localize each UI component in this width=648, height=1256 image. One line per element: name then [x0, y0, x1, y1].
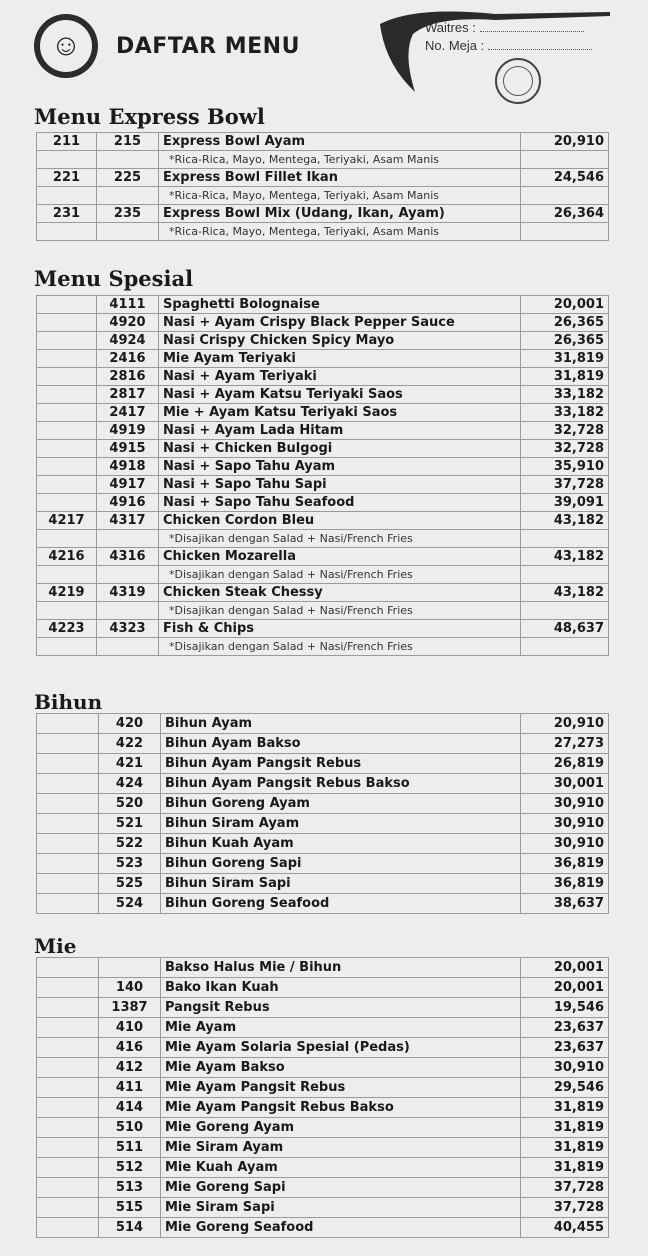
item-code-1: [37, 458, 97, 476]
menu-item-note-row: [37, 566, 609, 584]
item-price: 20,910: [521, 133, 609, 151]
empty-cell: [97, 187, 159, 205]
item-code-2: 4919: [97, 422, 159, 440]
menu-item-row: [37, 332, 609, 350]
item-price: 23,637: [521, 1018, 609, 1038]
item-price: 31,819: [521, 1118, 609, 1138]
empty-cell: [97, 223, 159, 241]
item-code-1: 4216: [37, 548, 97, 566]
item-code-1: [37, 874, 99, 894]
item-price: 31,819: [521, 350, 609, 368]
item-code-1: [37, 494, 97, 512]
item-price: 31,819: [521, 368, 609, 386]
item-code-1: [37, 734, 99, 754]
menu-item-row: [37, 754, 609, 774]
section-title-bihun: Bihun: [34, 690, 103, 714]
menu-item-row: [37, 350, 609, 368]
item-price: 30,910: [521, 1058, 609, 1078]
item-code-1: [37, 404, 97, 422]
section-title-spesial: Menu Spesial: [34, 266, 194, 291]
waitres-label: Waitres :: [425, 20, 476, 35]
item-price: 37,728: [521, 1198, 609, 1218]
item-code-2: 421: [99, 754, 161, 774]
item-price: 31,819: [521, 1098, 609, 1118]
item-code-2: 410: [99, 1018, 161, 1038]
item-code-2: 523: [99, 854, 161, 874]
menu-item-row: [37, 296, 609, 314]
item-price: 40,455: [521, 1218, 609, 1238]
item-code-2: 4918: [97, 458, 159, 476]
menu-header: [0, 0, 648, 100]
item-code-2: [99, 958, 161, 978]
item-price: 26,364: [521, 205, 609, 223]
item-code-2: 512: [99, 1158, 161, 1178]
item-price: 33,182: [521, 386, 609, 404]
item-name: Bihun Goreng Seafood: [161, 894, 521, 914]
item-name: Nasi + Sapo Tahu Ayam: [159, 458, 521, 476]
menu-item-row: [37, 584, 609, 602]
item-code-1: [37, 422, 97, 440]
menu-item-row: [37, 1138, 609, 1158]
item-name: Nasi + Sapo Tahu Seafood: [159, 494, 521, 512]
page-title: DAFTAR MENU: [116, 34, 300, 59]
item-price: 20,910: [521, 714, 609, 734]
item-name: Bihun Goreng Ayam: [161, 794, 521, 814]
item-code-2: 4917: [97, 476, 159, 494]
item-code-1: [37, 314, 97, 332]
item-code-2: 4924: [97, 332, 159, 350]
empty-cell: [521, 638, 609, 656]
item-name: Bihun Ayam Bakso: [161, 734, 521, 754]
menu-item-row: [37, 476, 609, 494]
item-name: Bihun Ayam Pangsit Rebus: [161, 754, 521, 774]
table-number-field: [425, 38, 592, 53]
item-code-1: [37, 1218, 99, 1238]
menu-item-note-row: [37, 602, 609, 620]
item-code-1: [37, 332, 97, 350]
item-code-1: [37, 1038, 99, 1058]
item-code-1: [37, 754, 99, 774]
menu-item-row: [37, 714, 609, 734]
item-price: 30,001: [521, 774, 609, 794]
item-code-2: 420: [99, 714, 161, 734]
item-code-2: 2817: [97, 386, 159, 404]
item-note: *Disajikan dengan Salad + Nasi/French Fries: [159, 530, 521, 548]
item-note: *Rica-Rica, Mayo, Mentega, Teriyaki, Asam Manis: [159, 151, 521, 169]
item-code-2: 515: [99, 1198, 161, 1218]
item-code-2: 4319: [97, 584, 159, 602]
item-code-1: [37, 794, 99, 814]
empty-cell: [521, 223, 609, 241]
item-code-2: 4316: [97, 548, 159, 566]
item-name: Chicken Cordon Bleu: [159, 512, 521, 530]
item-price: 31,819: [521, 1158, 609, 1178]
menu-item-row: [37, 978, 609, 998]
empty-cell: [97, 566, 159, 584]
item-price: 26,365: [521, 332, 609, 350]
item-price: 19,546: [521, 998, 609, 1018]
item-code-1: [37, 350, 97, 368]
item-name: Nasi + Chicken Bulgogi: [159, 440, 521, 458]
item-code-2: 522: [99, 834, 161, 854]
item-price: 33,182: [521, 404, 609, 422]
item-price: 38,637: [521, 894, 609, 914]
empty-cell: [37, 530, 97, 548]
item-price: 20,001: [521, 958, 609, 978]
menu-item-row: [37, 386, 609, 404]
item-code-2: 4111: [97, 296, 159, 314]
item-code-2: 524: [99, 894, 161, 914]
item-code-1: 4219: [37, 584, 97, 602]
item-code-2: 424: [99, 774, 161, 794]
empty-cell: [37, 602, 97, 620]
empty-cell: [97, 638, 159, 656]
item-code-1: [37, 1078, 99, 1098]
spesial-table: [36, 295, 609, 656]
menu-item-row: [37, 774, 609, 794]
empty-cell: [521, 602, 609, 620]
chef-icon: ☺: [40, 20, 92, 72]
item-name: Chicken Mozarella: [159, 548, 521, 566]
menu-item-row: [37, 458, 609, 476]
waitres-field: [425, 20, 584, 35]
item-name: Express Bowl Ayam: [159, 133, 521, 151]
item-name: Express Bowl Mix (Udang, Ikan, Ayam): [159, 205, 521, 223]
item-price: 32,728: [521, 422, 609, 440]
item-price: 20,001: [521, 978, 609, 998]
menu-item-row: [37, 1218, 609, 1238]
empty-cell: [521, 151, 609, 169]
item-price: 30,910: [521, 834, 609, 854]
menu-item-row: [37, 1078, 609, 1098]
item-name: Nasi + Ayam Teriyaki: [159, 368, 521, 386]
item-code-2: 513: [99, 1178, 161, 1198]
item-code-1: [37, 1178, 99, 1198]
menu-item-row: [37, 314, 609, 332]
item-name: Mie Ayam Bakso: [161, 1058, 521, 1078]
item-price: 43,182: [521, 512, 609, 530]
menu-item-row: [37, 1158, 609, 1178]
item-name: Fish & Chips: [159, 620, 521, 638]
item-code-2: 225: [97, 169, 159, 187]
item-name: Express Bowl Fillet Ikan: [159, 169, 521, 187]
empty-cell: [37, 638, 97, 656]
empty-cell: [37, 151, 97, 169]
item-name: Bihun Goreng Sapi: [161, 854, 521, 874]
item-code-2: 521: [99, 814, 161, 834]
item-name: Mie Goreng Ayam: [161, 1118, 521, 1138]
restaurant-logo: [34, 14, 98, 78]
item-note: *Disajikan dengan Salad + Nasi/French Fries: [159, 566, 521, 584]
item-price: 29,546: [521, 1078, 609, 1098]
menu-item-row: [37, 1038, 609, 1058]
item-name: Mie Ayam: [161, 1018, 521, 1038]
item-code-2: 416: [99, 1038, 161, 1058]
menu-item-row: [37, 512, 609, 530]
item-price: 32,728: [521, 440, 609, 458]
item-price: 26,365: [521, 314, 609, 332]
menu-item-row: [37, 1098, 609, 1118]
item-code-2: 235: [97, 205, 159, 223]
menu-item-row: [37, 794, 609, 814]
item-name: Mie Ayam Teriyaki: [159, 350, 521, 368]
item-name: Bako Ikan Kuah: [161, 978, 521, 998]
item-name: Pangsit Rebus: [161, 998, 521, 1018]
item-name: Nasi Crispy Chicken Spicy Mayo: [159, 332, 521, 350]
menu-item-row: [37, 620, 609, 638]
item-code-1: [37, 978, 99, 998]
item-code-1: [37, 296, 97, 314]
item-price: 43,182: [521, 548, 609, 566]
item-price: 20,001: [521, 296, 609, 314]
item-name: Mie Ayam Pangsit Rebus Bakso: [161, 1098, 521, 1118]
item-price: 43,182: [521, 584, 609, 602]
item-name: Mie Kuah Ayam: [161, 1158, 521, 1178]
item-price: 30,910: [521, 814, 609, 834]
item-name: Mie + Ayam Katsu Teriyaki Saos: [159, 404, 521, 422]
item-code-2: 4920: [97, 314, 159, 332]
item-code-1: [37, 1118, 99, 1138]
menu-item-row: [37, 133, 609, 151]
item-name: Mie Goreng Sapi: [161, 1178, 521, 1198]
empty-cell: [37, 187, 97, 205]
item-code-1: [37, 1098, 99, 1118]
empty-cell: [37, 566, 97, 584]
item-code-1: [37, 1058, 99, 1078]
item-code-2: 412: [99, 1058, 161, 1078]
item-code-2: 215: [97, 133, 159, 151]
mie-table: [36, 957, 609, 1238]
item-code-1: [37, 894, 99, 914]
item-code-1: 4217: [37, 512, 97, 530]
empty-cell: [521, 187, 609, 205]
table-number-label: No. Meja :: [425, 38, 485, 53]
express-bowl-table: [36, 132, 609, 241]
item-code-1: 221: [37, 169, 97, 187]
menu-item-row: [37, 854, 609, 874]
item-code-2: 2816: [97, 368, 159, 386]
item-code-1: [37, 714, 99, 734]
item-code-1: [37, 386, 97, 404]
item-price: 39,091: [521, 494, 609, 512]
menu-item-row: [37, 1118, 609, 1138]
item-note: *Disajikan dengan Salad + Nasi/French Fries: [159, 602, 521, 620]
item-code-2: 520: [99, 794, 161, 814]
item-code-1: [37, 1198, 99, 1218]
item-name: Mie Siram Sapi: [161, 1198, 521, 1218]
item-code-1: [37, 814, 99, 834]
menu-item-row: [37, 834, 609, 854]
item-name: Mie Siram Ayam: [161, 1138, 521, 1158]
item-name: Mie Goreng Seafood: [161, 1218, 521, 1238]
menu-item-note-row: [37, 530, 609, 548]
menu-item-row: [37, 958, 609, 978]
menu-item-note-row: [37, 223, 609, 241]
empty-cell: [37, 223, 97, 241]
item-code-1: [37, 774, 99, 794]
menu-item-note-row: [37, 187, 609, 205]
item-code-1: [37, 476, 97, 494]
item-code-2: 4323: [97, 620, 159, 638]
item-price: 48,637: [521, 620, 609, 638]
item-name: Bihun Ayam Pangsit Rebus Bakso: [161, 774, 521, 794]
item-code-2: 411: [99, 1078, 161, 1098]
menu-item-row: [37, 734, 609, 754]
menu-item-note-row: [37, 638, 609, 656]
item-code-2: 4916: [97, 494, 159, 512]
menu-item-row: [37, 1178, 609, 1198]
item-name: Mie Ayam Pangsit Rebus: [161, 1078, 521, 1098]
empty-cell: [521, 530, 609, 548]
item-price: 31,819: [521, 1138, 609, 1158]
item-note: *Rica-Rica, Mayo, Mentega, Teriyaki, Asam Manis: [159, 187, 521, 205]
menu-item-row: [37, 1018, 609, 1038]
item-code-1: [37, 834, 99, 854]
item-name: Bihun Ayam: [161, 714, 521, 734]
menu-item-row: [37, 169, 609, 187]
bihun-table: [36, 713, 609, 914]
item-code-2: 511: [99, 1138, 161, 1158]
item-name: Nasi + Ayam Lada Hitam: [159, 422, 521, 440]
item-code-2: 2416: [97, 350, 159, 368]
menu-item-row: [37, 548, 609, 566]
item-code-1: [37, 998, 99, 1018]
item-name: Spaghetti Bolognaise: [159, 296, 521, 314]
item-code-2: 510: [99, 1118, 161, 1138]
item-name: Nasi + Ayam Crispy Black Pepper Sauce: [159, 314, 521, 332]
empty-cell: [97, 530, 159, 548]
item-code-2: 414: [99, 1098, 161, 1118]
item-name: Bakso Halus Mie / Bihun: [161, 958, 521, 978]
item-price: 27,273: [521, 734, 609, 754]
item-note: *Rica-Rica, Mayo, Mentega, Teriyaki, Asam Manis: [159, 223, 521, 241]
menu-item-row: [37, 494, 609, 512]
item-code-2: 4317: [97, 512, 159, 530]
menu-item-row: [37, 874, 609, 894]
item-code-1: 4223: [37, 620, 97, 638]
item-price: 35,910: [521, 458, 609, 476]
item-price: 26,819: [521, 754, 609, 774]
empty-cell: [97, 602, 159, 620]
item-code-1: [37, 1138, 99, 1158]
menu-item-row: [37, 422, 609, 440]
item-code-1: 211: [37, 133, 97, 151]
menu-item-row: [37, 205, 609, 223]
item-code-2: 525: [99, 874, 161, 894]
item-price: 23,637: [521, 1038, 609, 1058]
menu-item-row: [37, 368, 609, 386]
halal-stamp-icon: [495, 58, 541, 104]
menu-item-note-row: [37, 151, 609, 169]
item-price: 24,546: [521, 169, 609, 187]
item-name: Bihun Siram Sapi: [161, 874, 521, 894]
menu-item-row: [37, 894, 609, 914]
menu-item-row: [37, 440, 609, 458]
item-code-1: [37, 368, 97, 386]
item-price: 30,910: [521, 794, 609, 814]
item-price: 36,819: [521, 874, 609, 894]
item-code-2: 2417: [97, 404, 159, 422]
item-name: Nasi + Ayam Katsu Teriyaki Saos: [159, 386, 521, 404]
item-code-1: [37, 440, 97, 458]
menu-item-row: [37, 814, 609, 834]
section-title-express-bowl: Menu Express Bowl: [34, 104, 265, 129]
item-name: Mie Ayam Solaria Spesial (Pedas): [161, 1038, 521, 1058]
item-name: Chicken Steak Chessy: [159, 584, 521, 602]
item-code-2: 1387: [99, 998, 161, 1018]
section-title-mie: Mie: [34, 934, 77, 958]
item-code-2: 514: [99, 1218, 161, 1238]
item-code-1: 231: [37, 205, 97, 223]
item-code-2: 4915: [97, 440, 159, 458]
empty-cell: [521, 566, 609, 584]
item-price: 37,728: [521, 476, 609, 494]
menu-item-row: [37, 1058, 609, 1078]
item-note: *Disajikan dengan Salad + Nasi/French Fries: [159, 638, 521, 656]
item-name: Bihun Kuah Ayam: [161, 834, 521, 854]
empty-cell: [97, 151, 159, 169]
item-code-1: [37, 958, 99, 978]
item-code-1: [37, 1018, 99, 1038]
menu-item-row: [37, 404, 609, 422]
item-code-1: [37, 854, 99, 874]
item-price: 36,819: [521, 854, 609, 874]
item-code-2: 140: [99, 978, 161, 998]
menu-item-row: [37, 998, 609, 1018]
item-price: 37,728: [521, 1178, 609, 1198]
item-name: Nasi + Sapo Tahu Sapi: [159, 476, 521, 494]
item-code-2: 422: [99, 734, 161, 754]
menu-item-row: [37, 1198, 609, 1218]
item-name: Bihun Siram Ayam: [161, 814, 521, 834]
item-code-1: [37, 1158, 99, 1178]
